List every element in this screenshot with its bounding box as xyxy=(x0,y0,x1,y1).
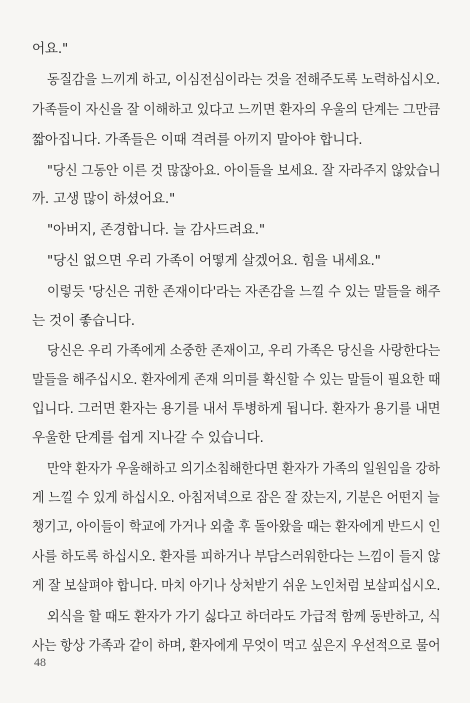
text-line: 우울한 단계를 쉽게 지나갈 수 있습니다. xyxy=(32,430,264,446)
text-line: 입니다. 그러면 환자는 용기를 내서 투병하게 됩니다. 환자가 용기를 내면 xyxy=(32,401,441,417)
text-line: 까. 고생 많이 하셨어요." xyxy=(32,191,176,207)
text-line: 만약 환자가 우울해하고 의기소침해한다면 환자가 가족의 일원임을 강하 xyxy=(47,461,440,477)
text-line: 이렇듯 '당신은 귀한 존재이다'라는 자존감을 느낄 수 있는 말들을 해주 xyxy=(47,284,441,300)
text-line: 어요." xyxy=(32,41,69,57)
text-line: 게 잘 보살펴야 합니다. 마치 아기나 상처받기 쉬운 노인처럼 보살피십시오. xyxy=(32,578,441,594)
text-line: 는 것이 좋습니다. xyxy=(32,313,135,329)
text-line: 동질감을 느끼게 하고, 이심전심이라는 것을 전해주도록 노력하십시오. xyxy=(47,72,440,88)
text-line: 외식을 할 때도 환자가 가기 싫다고 하더라도 가급적 함께 동반하고, 식 xyxy=(47,609,441,625)
text-line: "당신 그동안 이른 것 많잖아요. 아이들을 보세요. 잘 자라주지 않았습니 xyxy=(47,163,441,179)
page-number: 48 xyxy=(34,655,46,669)
text-line: "당신 없으면 우리 가족이 어떻게 살겠어요. 힘을 내세요." xyxy=(47,253,381,269)
text-line: 짧아집니다. 가족들은 이때 격려를 아끼지 말아야 합니다. xyxy=(32,132,363,148)
text-line: 챙기고, 아이들이 학교에 가거나 외출 후 돌아왔을 때는 환자에게 반드시 인 xyxy=(32,519,441,535)
text-line: "아버지, 존경합니다. 늘 감사드려요." xyxy=(47,222,265,238)
text-line: 가족들이 자신을 잘 이해하고 있다고 느끼면 환자의 우울의 단계는 그만큼 xyxy=(32,102,441,118)
text-line: 사는 항상 가족과 같이 하며, 환자에게 무엇이 먹고 싶은지 우선적으로 물어 xyxy=(32,638,441,654)
text-line: 말들을 해주십시오. 환자에게 존재 의미를 확신할 수 있는 말들이 필요한 때 xyxy=(32,372,441,388)
text-line: 당신은 우리 가족에게 소중한 존재이고, 우리 가족은 당신을 사랑한다는 xyxy=(47,343,441,359)
text-line: 게 느낄 수 있게 하십시오. 아침저녁으로 잠은 잘 잤는지, 기분은 어떤지 늘 xyxy=(32,490,440,506)
text-line: 사를 하도록 하십시오. 환자를 피하거나 부담스러워한다는 느낌이 들지 않 xyxy=(32,549,441,565)
